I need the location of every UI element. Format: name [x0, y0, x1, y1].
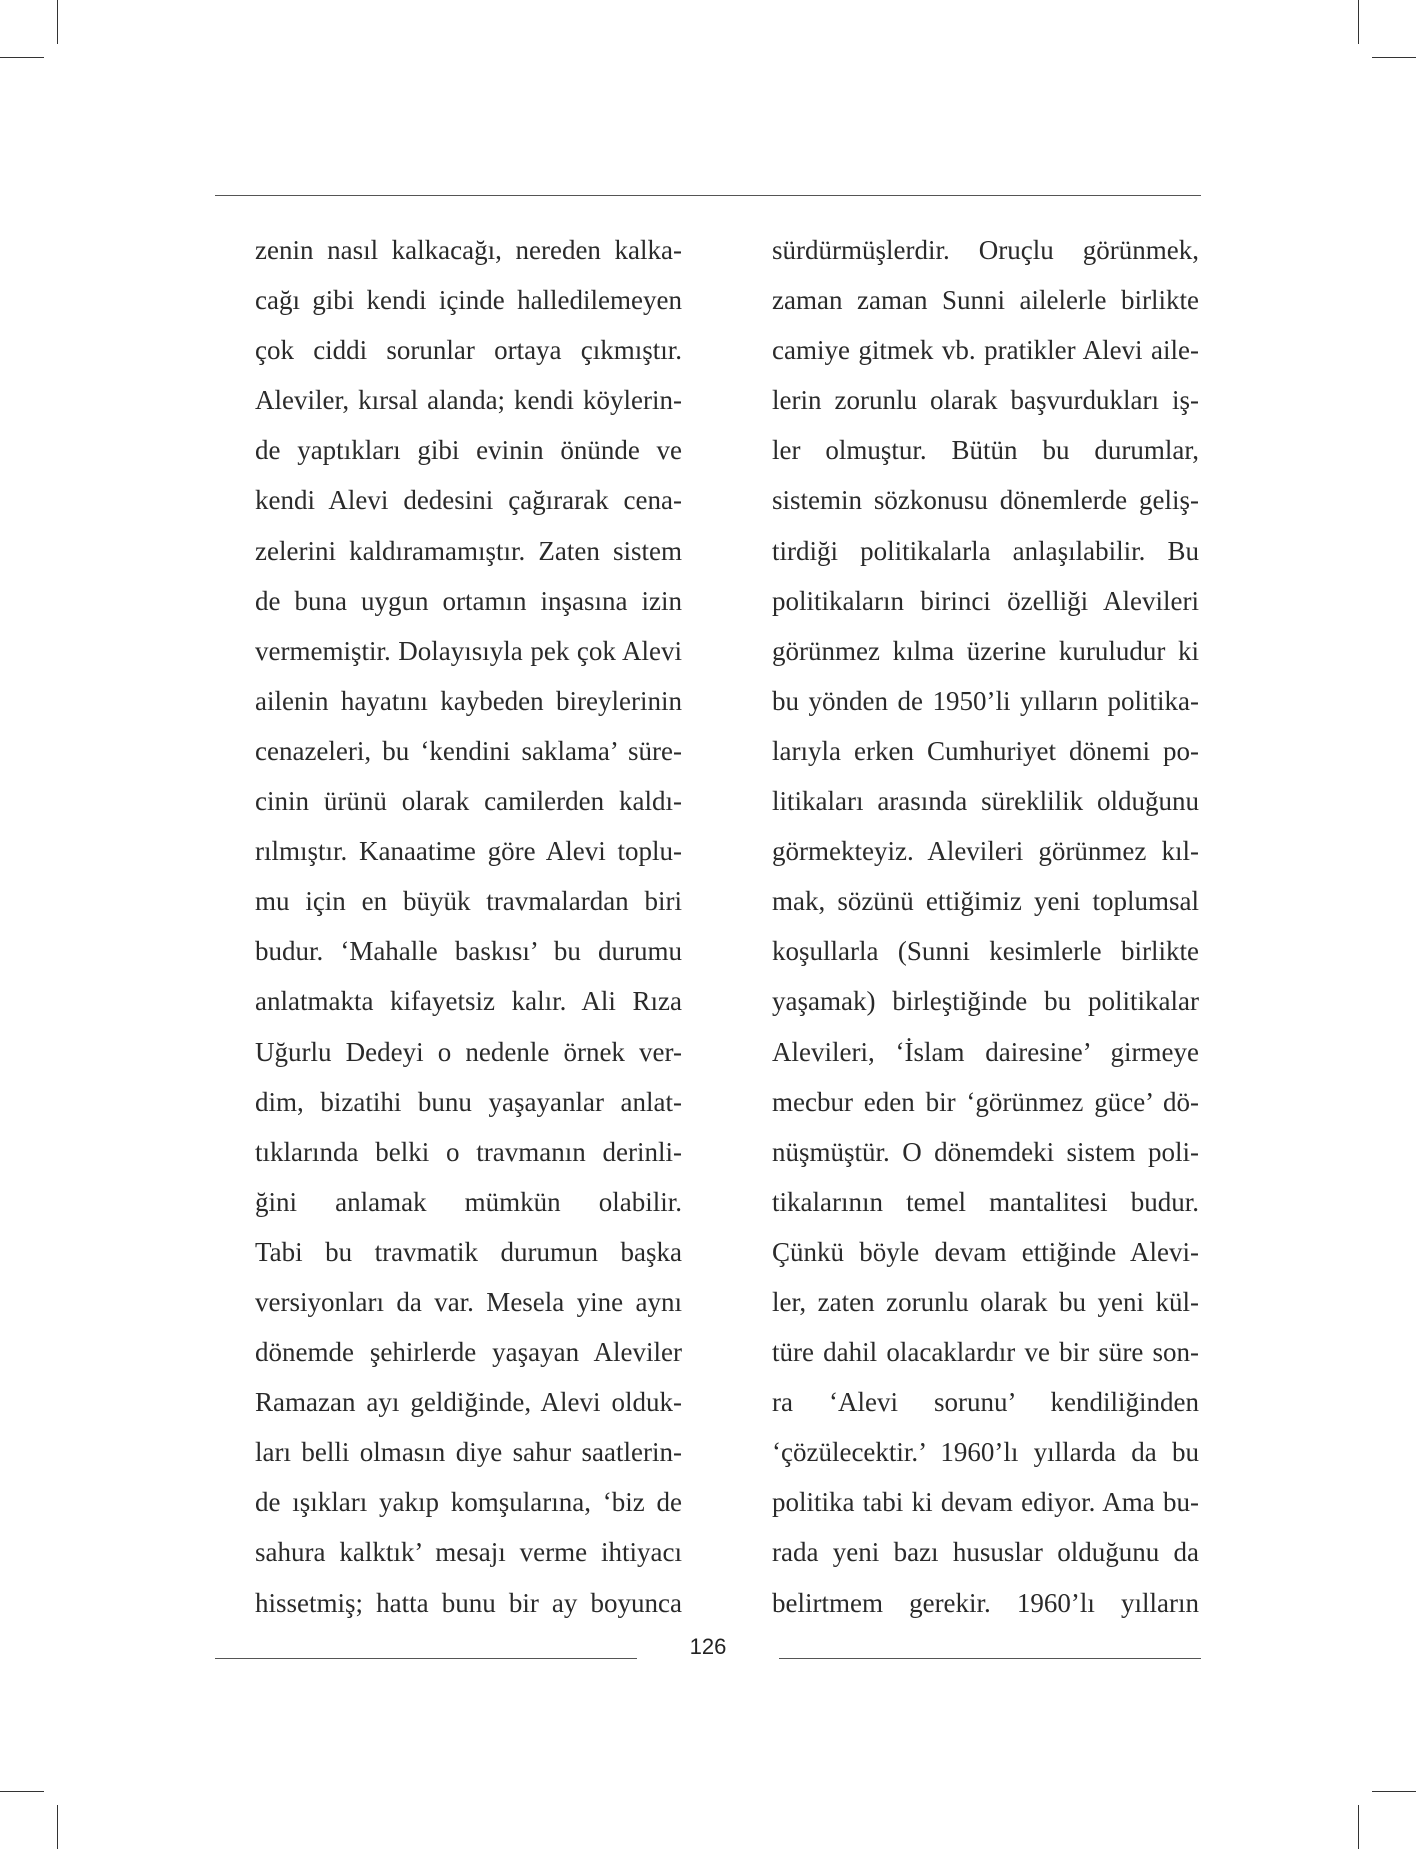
text-line: kendi Alevi dedesini çağırarak cena- [255, 485, 682, 516]
text-line: koşullarla (Sunni kesimlerle birlikte [772, 936, 1199, 967]
footer-rule-right [779, 1658, 1201, 1659]
text-line: de ışıkları yakıp komşularına, ‘biz de [255, 1487, 682, 1518]
text-line: ğini anlamak mümkün olabilir. [255, 1186, 682, 1217]
crop-mark-bottom-right-vertical [1358, 1805, 1359, 1849]
text-line: anlatmakta kifayetsiz kalır. Ali Rıza [255, 986, 682, 1017]
text-line: türe dahil olacaklardır ve bir süre son- [772, 1337, 1199, 1368]
text-line: ‘çözülecektir.’ 1960’lı yıllarda da bu [772, 1437, 1199, 1468]
text-line: yaşamak) birleştiğinde bu politikalar [772, 986, 1199, 1017]
left-text-column [255, 225, 682, 1628]
text-line: ler olmuştur. Bütün bu durumlar, [772, 435, 1199, 466]
text-line: cağı gibi kendi içinde halledilemeyen [255, 285, 682, 316]
text-line: dönemde şehirlerde yaşayan Aleviler [255, 1337, 682, 1368]
text-line: Alevileri, ‘İslam dairesine’ girmeye [772, 1036, 1199, 1067]
crop-mark-bottom-left-vertical [57, 1805, 58, 1849]
text-line: rada yeni bazı hususlar olduğunu da [772, 1537, 1199, 1568]
text-line: dim, bizatihi bunu yaşayanlar anlat- [255, 1086, 682, 1117]
text-line: ları belli olmasın diye sahur saatlerin- [255, 1437, 682, 1468]
text-line: budur. ‘Mahalle baskısı’ bu durumu [255, 936, 682, 967]
text-line: zelerini kaldıramamıştır. Zaten sistem [255, 535, 682, 566]
footer-rule-left [215, 1658, 637, 1659]
text-line: litikaları arasında süreklilik olduğunu [772, 786, 1199, 817]
text-line: görünmez kılma üzerine kuruludur ki [772, 635, 1199, 666]
text-line: sahura kalktık’ mesajı verme ihtiyacı [255, 1537, 682, 1568]
right-text-column [772, 225, 1199, 1628]
text-line: politika tabi ki devam ediyor. Ama bu- [772, 1487, 1199, 1518]
crop-mark-top-right-horizontal [1372, 57, 1416, 58]
header-rule [215, 195, 1201, 196]
text-line: nüşmüştür. O dönemdeki sistem poli- [772, 1136, 1199, 1167]
text-line: ler, zaten zorunlu olarak bu yeni kül- [772, 1286, 1199, 1317]
text-line: de yaptıkları gibi evinin önünde ve [255, 435, 682, 466]
page-number: 126 [689, 1634, 727, 1659]
crop-mark-top-left-vertical [57, 0, 58, 44]
crop-mark-bottom-right-horizontal [1372, 1791, 1416, 1792]
text-line: Uğurlu Dedeyi o nedenle örnek ver- [255, 1036, 682, 1067]
text-line: ailenin hayatını kaybeden bireylerinin [255, 685, 682, 716]
text-line: Aleviler, kırsal alanda; kendi köylerin- [255, 385, 682, 416]
text-line: tıklarında belki o travmanın derinli- [255, 1136, 682, 1167]
text-line: sürdürmüşlerdir. Oruçlu görünmek, [772, 235, 1199, 265]
crop-mark-bottom-left-horizontal [0, 1791, 44, 1792]
text-line: de buna uygun ortamın inşasına izin [255, 585, 682, 616]
text-line: tikalarının temel mantalitesi budur. [772, 1186, 1199, 1217]
text-line: bu yönden de 1950’li yılların politika- [772, 685, 1199, 716]
crop-mark-top-right-vertical [1358, 0, 1359, 44]
text-line: çok ciddi sorunlar ortaya çıkmıştır. [255, 335, 682, 366]
text-line: rılmıştır. Kanaatime göre Alevi toplu- [255, 836, 682, 867]
text-line: politikaların birinci özelliği Alevileri [772, 585, 1199, 616]
text-line: camiye gitmek vb. pratikler Alevi aile- [772, 335, 1199, 366]
text-line: görmekteyiz. Alevileri görünmez kıl- [772, 836, 1199, 867]
text-line: zaman zaman Sunni ailelerle birlikte [772, 285, 1199, 316]
text-line: cenazeleri, bu ‘kendini saklama’ süre- [255, 735, 682, 766]
text-line: Tabi bu travmatik durumun başka [255, 1236, 682, 1267]
text-line: mak, sözünü ettiğimiz yeni toplumsal [772, 886, 1199, 917]
text-line: Çünkü böyle devam ettiğinde Alevi- [772, 1236, 1199, 1267]
text-line: vermemiştir. Dolayısıyla pek çok Alevi [255, 635, 682, 666]
text-line: cinin ürünü olarak camilerden kaldı- [255, 786, 682, 817]
text-line: zenin nasıl kalkacağı, nereden kalka- [255, 235, 682, 265]
text-line: sistemin sözkonusu dönemlerde geliş- [772, 485, 1199, 516]
text-line: larıyla erken Cumhuriyet dönemi po- [772, 735, 1199, 766]
text-line: mu için en büyük travmalardan biri [255, 886, 682, 917]
crop-mark-top-left-horizontal [0, 57, 44, 58]
text-line: Ramazan ayı geldiğinde, Alevi olduk- [255, 1387, 682, 1418]
text-line: versiyonları da var. Mesela yine aynı [255, 1286, 682, 1317]
text-line: mecbur eden bir ‘görünmez güce’ dö- [772, 1086, 1199, 1117]
text-line: hissetmiş; hatta bunu bir ay boyunca [255, 1587, 682, 1618]
text-line: tirdiği politikalarla anlaşılabilir. Bu [772, 535, 1199, 566]
text-line: belirtmem gerekir. 1960’lı yılların [772, 1587, 1199, 1618]
text-line: lerin zorunlu olarak başvurdukları iş- [772, 385, 1199, 416]
text-line: ra ‘Alevi sorunu’ kendiliğinden [772, 1387, 1199, 1418]
